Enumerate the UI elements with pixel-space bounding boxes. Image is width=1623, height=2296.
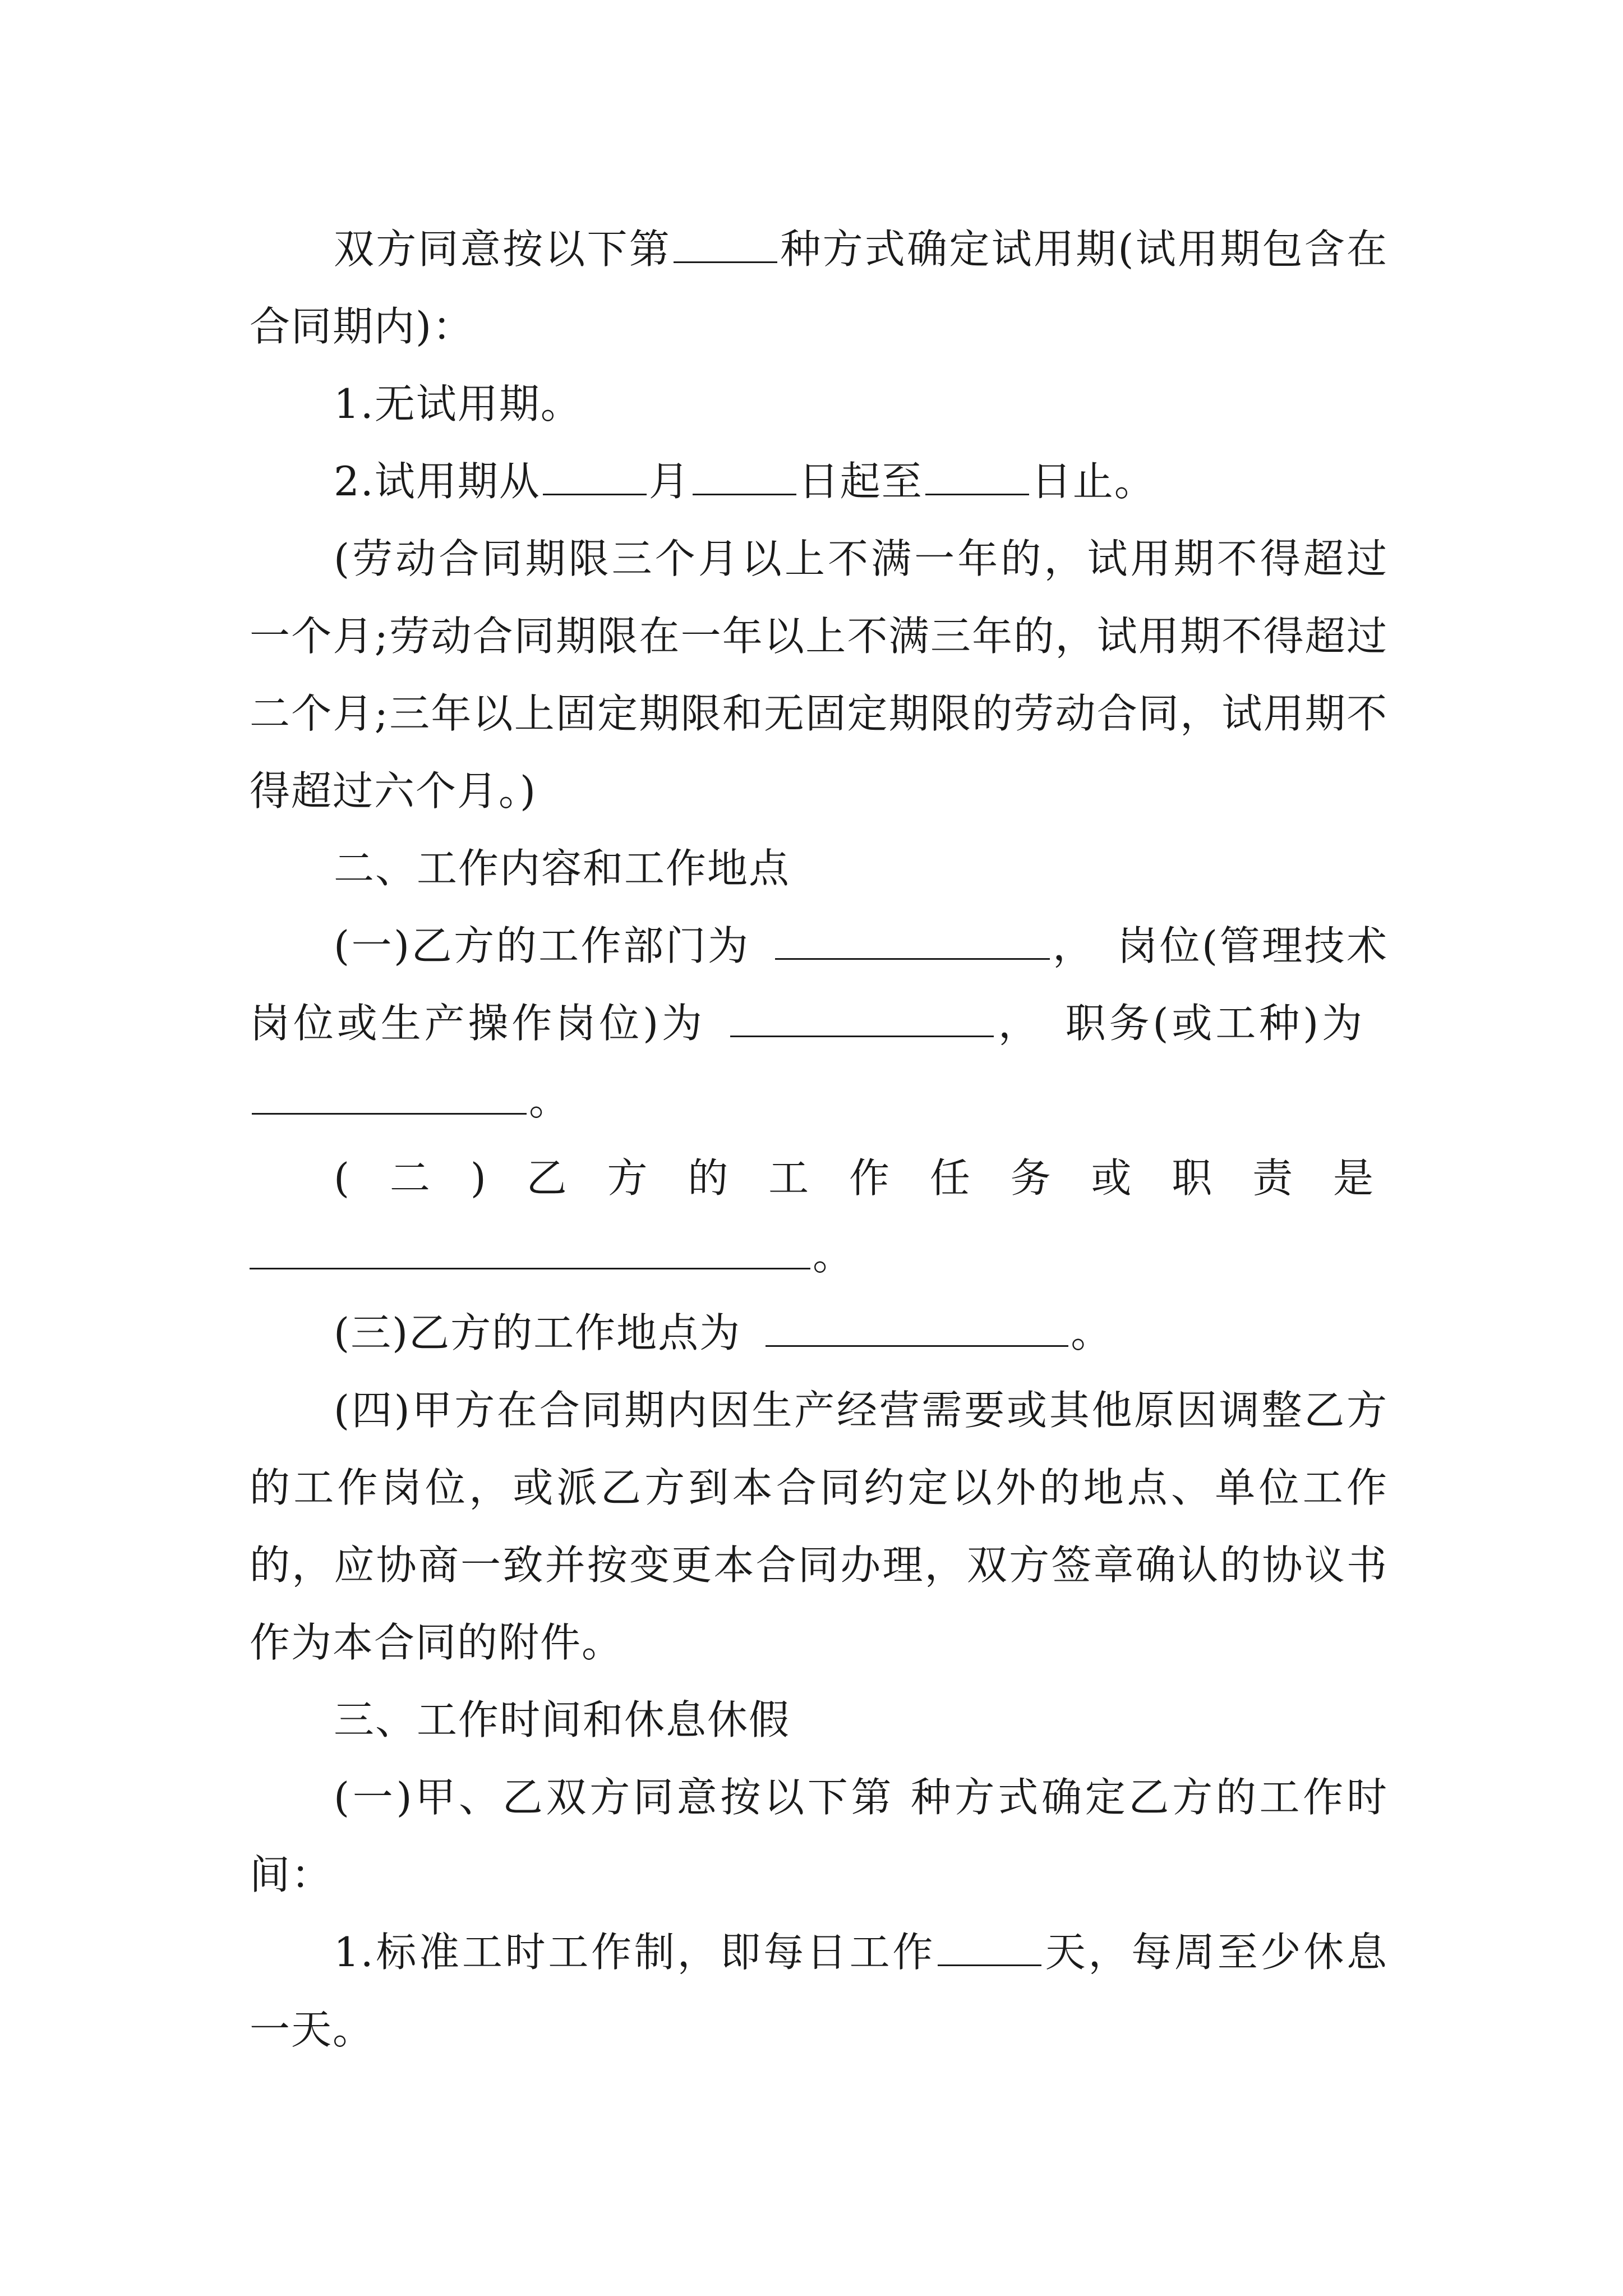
work-hours-method-paragraph: (一)甲、乙双方同意按以下第 种方式确定乙方的工作时间： (250, 1774, 1388, 1898)
text-segment: 双方同意按以下第 (334, 226, 672, 273)
work-duties-blank-line (250, 1217, 1388, 1294)
text-segment: 月 (648, 458, 690, 505)
probation-method-paragraph (250, 210, 1388, 365)
no-probation-item: 1.无试用期。 (334, 380, 582, 427)
text-segment: 天，每周至少休息一天。 (250, 1929, 1388, 2053)
probation-note-paragraph: (劳动合同期限三个月以上不满一年的，试用期不得超过一个月;劳动合同期限在一年以上不满三年的，试用期不得超过二个月;三年以上固定期限和无固定期限的劳动合同，试用期不得超过六个月。) (250, 535, 1388, 815)
text-segment: (一)乙方的工作部门为 (334, 922, 750, 969)
document-body (250, 210, 1388, 2068)
text-segment: (三)乙方的工作地点为 (334, 1309, 741, 1356)
text-segment: 。 (529, 1077, 571, 1124)
work-department-paragraph (250, 907, 1388, 1139)
section-heading-work-hours: 三、工作时间和休息休假 (334, 1696, 791, 1743)
text-segment: 1.标准工时工作制，即每日工作 (334, 1929, 936, 1976)
work-duties-paragraph: (二)乙方的工作任务或职责是 (334, 1154, 1388, 1202)
probation-period-item (250, 443, 1388, 520)
blank-field (925, 460, 1029, 495)
section-heading-work-content: 二、工作内容和工作地点 (334, 845, 791, 892)
blank-field (730, 1002, 994, 1037)
text-segment: ， 职务(或工种)为 (995, 1000, 1366, 1047)
blank-field (766, 1312, 1068, 1347)
blank-field (938, 1931, 1041, 1966)
blank-field (250, 1234, 810, 1269)
text-segment: ， 岗位(管理技术岗位或生产操作岗位)为 (250, 922, 1388, 1047)
text-segment: 2.试用期从 (334, 458, 541, 505)
text-segment: 日起至 (798, 458, 923, 505)
blank-field (674, 228, 777, 263)
text-segment: 种方式确定试用期(试用期包含在合同期内)： (250, 226, 1388, 350)
blank-field (543, 460, 647, 495)
text-segment: 。 (1071, 1309, 1113, 1356)
job-adjustment-paragraph: (四)甲方在合同期内因生产经营需要或其他原因调整乙方的工作岗位，或派乙方到本合同约定以外的地点、单位工作的，应协商一致并按变更本合同办理，双方签章确认的协议书作为本合同的附件。 (250, 1387, 1388, 1666)
text-segment: 。 (813, 1232, 855, 1279)
blank-field (693, 460, 796, 495)
blank-field (775, 924, 1050, 960)
text-segment: 日止。 (1031, 458, 1156, 505)
blank-field (252, 1079, 527, 1115)
work-location-paragraph (250, 1294, 1388, 1372)
standard-hours-item (250, 1913, 1388, 2068)
